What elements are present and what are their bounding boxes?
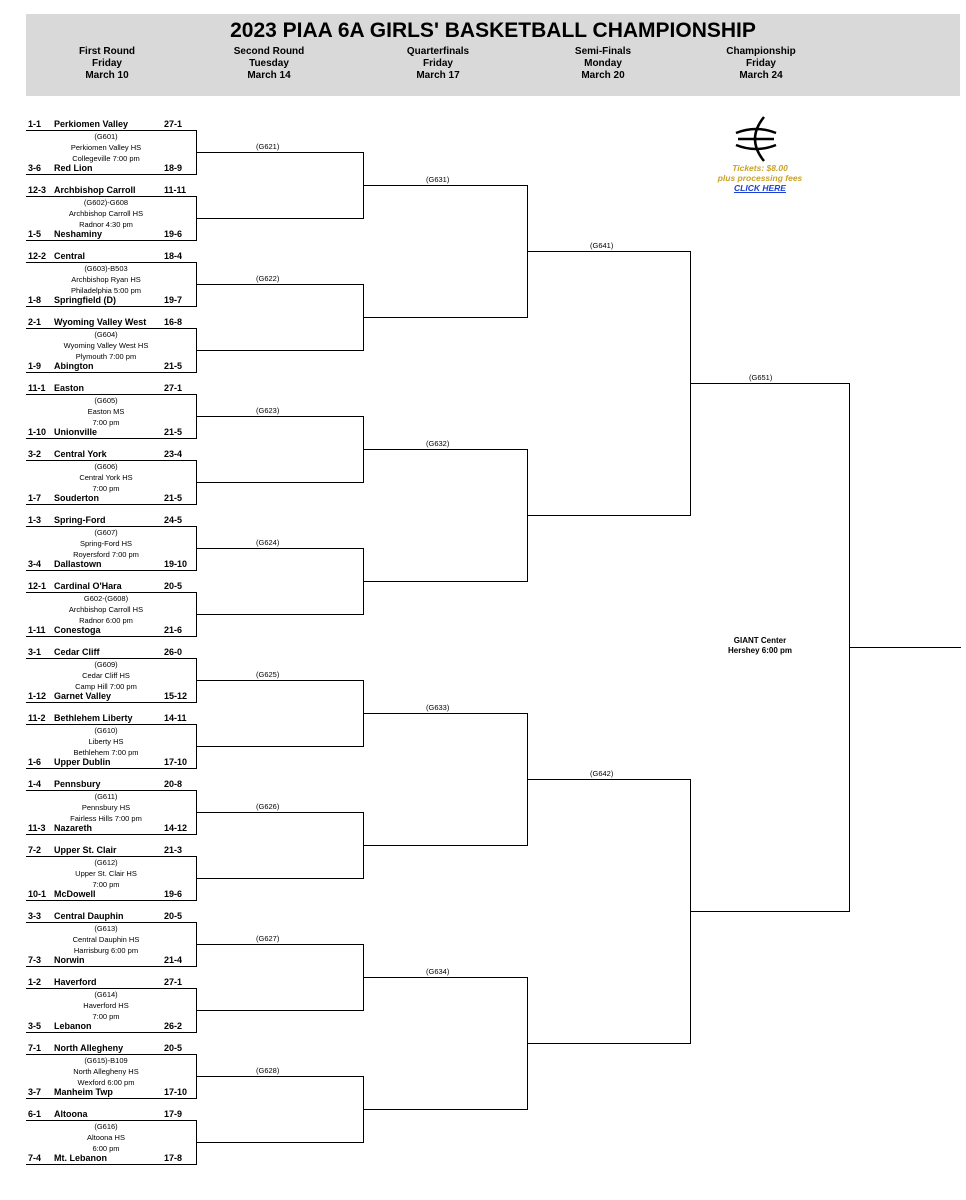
- team-seed: 1-11: [28, 625, 46, 635]
- team-name: Abington: [54, 361, 94, 371]
- bracket-line: [363, 1109, 528, 1110]
- team-seed: 3-5: [28, 1021, 42, 1031]
- team-record: 19-6: [164, 889, 183, 899]
- bracket-line: [196, 152, 364, 153]
- game-code: (G625): [256, 670, 280, 679]
- team-name: Red Lion: [54, 163, 93, 173]
- team-record: 21-5: [164, 361, 183, 371]
- round-name: Championship: [726, 46, 796, 57]
- team-name: Spring-Ford: [54, 515, 106, 525]
- team-seed: 1-10: [28, 427, 47, 437]
- bracket-line: [196, 1142, 364, 1143]
- team-seed: 1-8: [28, 295, 42, 305]
- game-code: (G651): [749, 373, 773, 382]
- team-name: Bethlehem Liberty: [54, 713, 133, 723]
- team-name: Central: [54, 251, 86, 261]
- game-info-line: (G602)-G608: [83, 198, 129, 207]
- team-seed: 3-3: [28, 911, 42, 921]
- bracket-line: [849, 647, 961, 648]
- team-record: 18-4: [164, 251, 183, 261]
- game-info-line: (G612): [94, 858, 118, 867]
- game-info-line: Bethlehem 7:00 pm: [73, 748, 139, 757]
- game-info-line: (G601): [94, 132, 118, 141]
- bracket-line: [26, 306, 197, 307]
- team-record: 24-5: [164, 515, 183, 525]
- team-seed: 11-2: [28, 713, 46, 723]
- bracket-line: [527, 1043, 691, 1044]
- game-code: (G621): [256, 142, 280, 151]
- team-seed: 12-3: [28, 185, 47, 195]
- team-record: 27-1: [164, 383, 183, 393]
- bracket-line: [26, 834, 197, 835]
- team-seed: 1-6: [28, 757, 42, 767]
- team-record: 19-7: [164, 295, 183, 305]
- game-info-line: Perkiomen Valley HS: [70, 143, 142, 152]
- team-record: 21-5: [164, 427, 183, 437]
- team-record: 17-8: [164, 1153, 183, 1163]
- bracket-line: [26, 1032, 197, 1033]
- bracket-line: [363, 449, 528, 450]
- game-code: (G628): [256, 1066, 280, 1075]
- round-label: [194, 46, 344, 82]
- team-record: 11-11: [164, 185, 187, 195]
- team-seed: 7-4: [28, 1153, 42, 1163]
- game-info-line: Archbishop Ryan HS: [71, 275, 141, 284]
- round-date: March 24: [739, 70, 783, 81]
- game-info-line: Liberty HS: [88, 737, 124, 746]
- team-seed: 1-3: [28, 515, 42, 525]
- team-seed: 2-1: [28, 317, 42, 327]
- team-name: Wyoming Valley West: [54, 317, 147, 327]
- ticket-fees: plus processing fees: [717, 173, 803, 183]
- team-seed: 1-9: [28, 361, 42, 371]
- championship-venue: [700, 636, 820, 656]
- game-info: [31, 1055, 181, 1088]
- game-info-line: Radnor 4:30 pm: [79, 220, 133, 229]
- game-info-line: Central Dauphin HS: [72, 935, 140, 944]
- team-seed: 12-2: [28, 251, 47, 261]
- bracket-line: [196, 1010, 364, 1011]
- team-seed: 6-1: [28, 1109, 42, 1119]
- game-info: [31, 461, 181, 494]
- game-info-line: Cedar Cliff HS: [82, 671, 130, 680]
- bracket-line: [26, 768, 197, 769]
- game-info-line: Spring-Ford HS: [79, 539, 133, 548]
- game-info-line: Philadelphia 5:00 pm: [70, 286, 142, 295]
- bracket-line: [26, 372, 197, 373]
- game-info-line: Upper St. Clair HS: [75, 869, 137, 878]
- game-info: [31, 791, 181, 824]
- team-record: 17-10: [164, 1087, 188, 1097]
- game-info: [31, 1121, 181, 1154]
- game-info-line: 7:00 pm: [92, 418, 120, 427]
- game-info-line: Fairless Hills 7:00 pm: [70, 814, 142, 823]
- bracket-line: [26, 1164, 197, 1165]
- bracket-line: [527, 251, 691, 252]
- team-record: 21-4: [164, 955, 183, 965]
- team-name: Pennsbury: [54, 779, 101, 789]
- game-info: [31, 329, 181, 362]
- game-info-line: (G604): [94, 330, 118, 339]
- bracket-line: [26, 504, 197, 505]
- team-record: 14-11: [164, 713, 187, 723]
- game-info: [31, 989, 181, 1022]
- team-seed: 10-1: [28, 889, 47, 899]
- bracket-line: [196, 944, 364, 945]
- bracket-line: [26, 900, 197, 901]
- venue-detail: Hershey 6:00 pm: [727, 646, 793, 655]
- round-day: Friday: [422, 58, 453, 69]
- bracket-line: [26, 570, 197, 571]
- game-info-line: (G610): [94, 726, 118, 735]
- bracket-line: [26, 636, 197, 637]
- bracket-line: [196, 482, 364, 483]
- bracket-line: [196, 284, 364, 285]
- bracket-line: [196, 746, 364, 747]
- game-info-line: (G606): [94, 462, 118, 471]
- team-record: 14-12: [164, 823, 188, 833]
- team-record: 20-8: [164, 779, 183, 789]
- game-info-line: (G603)-B503: [84, 264, 128, 273]
- bracket-line: [26, 438, 197, 439]
- game-code: (G642): [590, 769, 614, 778]
- game-info: [31, 593, 181, 626]
- game-code: (G641): [590, 241, 614, 250]
- game-info-line: North Allegheny HS: [73, 1067, 139, 1076]
- team-name: Easton: [54, 383, 85, 393]
- game-code: (G632): [426, 439, 450, 448]
- round-name: Second Round: [233, 46, 305, 57]
- game-info-line: (G605): [94, 396, 118, 405]
- team-name: Central Dauphin: [54, 911, 124, 921]
- team-name: Archbishop Carroll: [54, 185, 136, 195]
- bracket-line: [363, 317, 528, 318]
- team-name: Altoona: [54, 1109, 88, 1119]
- team-seed: 7-2: [28, 845, 42, 855]
- team-record: 19-10: [164, 559, 188, 569]
- round-date: March 14: [247, 70, 291, 81]
- venue-name: GIANT Center: [733, 636, 787, 645]
- team-seed: 3-4: [28, 559, 42, 569]
- round-day: Friday: [745, 58, 776, 69]
- team-seed: 11-3: [28, 823, 46, 833]
- game-info-line: Central York HS: [79, 473, 133, 482]
- team-seed: 1-7: [28, 493, 42, 503]
- game-info-line: Collegeville 7:00 pm: [72, 154, 140, 163]
- team-name: Dallastown: [54, 559, 102, 569]
- basketball-icon: [732, 115, 780, 163]
- team-name: Manheim Twp: [54, 1087, 113, 1097]
- team-name: Lebanon: [54, 1021, 92, 1031]
- bracket-line: [196, 1076, 364, 1077]
- game-info-line: 7:00 pm: [92, 484, 120, 493]
- round-name: Semi-Finals: [574, 46, 632, 57]
- team-record: 17-9: [164, 1109, 183, 1119]
- team-name: Cedar Cliff: [54, 647, 100, 657]
- bracket-line: [196, 680, 364, 681]
- game-info: [31, 725, 181, 758]
- game-code: (G623): [256, 406, 280, 415]
- game-info-line: (G607): [94, 528, 118, 537]
- bracket-line: [26, 702, 197, 703]
- team-seed: 1-12: [28, 691, 47, 701]
- round-label: [363, 46, 513, 82]
- game-info-line: G602-(G608): [83, 594, 129, 603]
- game-info-line: (G616): [94, 1122, 118, 1131]
- game-info: [31, 923, 181, 956]
- game-code: (G622): [256, 274, 280, 283]
- game-info-line: Radnor 6:00 pm: [79, 616, 133, 625]
- round-day: Tuesday: [249, 58, 289, 69]
- bracket-line: [363, 581, 528, 582]
- team-seed: 12-1: [28, 581, 47, 591]
- team-record: 21-5: [164, 493, 183, 503]
- team-name: Upper St. Clair: [54, 845, 117, 855]
- game-info-line: Camp Hill 7:00 pm: [75, 682, 137, 691]
- team-name: Springfield (D): [54, 295, 116, 305]
- game-info-line: (G615)-B109: [84, 1056, 128, 1065]
- team-record: 26-2: [164, 1021, 183, 1031]
- team-record: 15-12: [164, 691, 188, 701]
- round-name: Quarterfinals: [406, 46, 470, 57]
- game-info: [31, 659, 181, 692]
- team-record: 20-5: [164, 581, 183, 591]
- game-info-line: Plymouth 7:00 pm: [75, 352, 137, 361]
- game-info-line: Haverford HS: [83, 1001, 129, 1010]
- bracket-line: [26, 174, 197, 175]
- bracket-line: [527, 779, 691, 780]
- team-name: Nazareth: [54, 823, 93, 833]
- game-info-line: Archbishop Carroll HS: [68, 605, 144, 614]
- game-info-line: Wyoming Valley West HS: [63, 341, 149, 350]
- round-label: [528, 46, 678, 82]
- bracket-line: [363, 977, 528, 978]
- game-code: (G624): [256, 538, 280, 547]
- game-info-line: 7:00 pm: [92, 1012, 120, 1021]
- round-day: Monday: [584, 58, 622, 69]
- bracket-line: [196, 812, 364, 813]
- team-name: Conestoga: [54, 625, 101, 635]
- game-info-line: Pennsbury HS: [81, 803, 131, 812]
- game-code: (G626): [256, 802, 280, 811]
- bracket-line: [690, 383, 850, 384]
- team-seed: 3-1: [28, 647, 42, 657]
- game-info-line: 7:00 pm: [92, 880, 120, 889]
- page-title: 2023 PIAA 6A GIRLS' BASKETBALL CHAMPIONSHIP: [230, 19, 756, 42]
- round-label: [32, 46, 182, 82]
- game-code: (G634): [426, 967, 450, 976]
- game-info-line: (G611): [94, 792, 118, 801]
- bracket-line: [26, 240, 197, 241]
- team-name: Central York: [54, 449, 107, 459]
- game-code: (G627): [256, 934, 280, 943]
- round-day: Friday: [91, 58, 122, 69]
- bracket-line: [26, 1098, 197, 1099]
- team-seed: 3-2: [28, 449, 42, 459]
- team-seed: 11-1: [28, 383, 46, 393]
- team-name: Perkiomen Valley: [54, 119, 129, 129]
- team-seed: 3-6: [28, 163, 42, 173]
- team-record: 27-1: [164, 977, 183, 987]
- round-date: March 10: [85, 70, 129, 81]
- team-name: Mt. Lebanon: [54, 1153, 107, 1163]
- game-info-line: (G609): [94, 660, 118, 669]
- bracket-line: [363, 845, 528, 846]
- team-seed: 7-3: [28, 955, 42, 965]
- game-info-line: Altoona HS: [87, 1133, 125, 1142]
- team-record: 20-5: [164, 1043, 183, 1053]
- team-seed: 1-2: [28, 977, 42, 987]
- team-seed: 1-4: [28, 779, 42, 789]
- bracket-line: [363, 713, 528, 714]
- tickets-info: [700, 163, 820, 193]
- team-name: Upper Dublin: [54, 757, 111, 767]
- bracket-line: [196, 614, 364, 615]
- game-info-line: 6:00 pm: [92, 1144, 120, 1153]
- team-seed: 7-1: [28, 1043, 42, 1053]
- game-info-line: (G614): [94, 990, 118, 999]
- game-info-line: Wexford 6:00 pm: [77, 1078, 135, 1087]
- round-date: March 20: [581, 70, 625, 81]
- bracket-line: [196, 350, 364, 351]
- team-name: Garnet Valley: [54, 691, 112, 701]
- bracket-line: [196, 416, 364, 417]
- team-record: 23-4: [164, 449, 183, 459]
- round-name: First Round: [78, 46, 136, 57]
- team-record: 21-6: [164, 625, 183, 635]
- tickets-link[interactable]: CLICK HERE: [734, 183, 786, 193]
- team-name: North Allegheny: [54, 1043, 124, 1053]
- team-name: Norwin: [54, 955, 85, 965]
- round-label: [686, 46, 836, 82]
- team-name: McDowell: [54, 889, 96, 899]
- game-code: (G631): [426, 175, 450, 184]
- game-info: [31, 197, 181, 230]
- bracket-line: [690, 911, 850, 912]
- team-record: 27-1: [164, 119, 183, 129]
- game-info-line: Royersford 7:00 pm: [73, 550, 139, 559]
- game-info: [31, 395, 181, 428]
- game-info-line: (G613): [94, 924, 118, 933]
- bracket-line: [363, 185, 528, 186]
- team-name: Neshaminy: [54, 229, 103, 239]
- team-name: Haverford: [54, 977, 97, 987]
- team-name: Souderton: [54, 493, 99, 503]
- team-seed: 1-1: [28, 119, 42, 129]
- game-info: [31, 263, 181, 296]
- bracket-line: [196, 878, 364, 879]
- team-seed: 1-5: [28, 229, 42, 239]
- bracket-line: [196, 218, 364, 219]
- ticket-price: Tickets: $8.00: [732, 163, 788, 173]
- game-info: [31, 131, 181, 164]
- bracket-line: [196, 548, 364, 549]
- team-record: 20-5: [164, 911, 183, 921]
- game-info: [31, 857, 181, 890]
- bracket-line: [26, 966, 197, 967]
- round-date: March 17: [416, 70, 460, 81]
- team-record: 17-10: [164, 757, 188, 767]
- game-info-line: Harrisburg 6:00 pm: [73, 946, 139, 955]
- game-info-line: Archbishop Carroll HS: [68, 209, 144, 218]
- team-seed: 3-7: [28, 1087, 42, 1097]
- team-record: 21-3: [164, 845, 183, 855]
- bracket-line: [527, 515, 691, 516]
- team-name: Cardinal O'Hara: [54, 581, 122, 591]
- team-record: 26-0: [164, 647, 183, 657]
- game-code: (G633): [426, 703, 450, 712]
- team-name: Unionville: [54, 427, 98, 437]
- game-info-line: Easton MS: [87, 407, 125, 416]
- game-info: [31, 527, 181, 560]
- team-record: 16-8: [164, 317, 183, 327]
- team-record: 18-9: [164, 163, 183, 173]
- team-record: 19-6: [164, 229, 183, 239]
